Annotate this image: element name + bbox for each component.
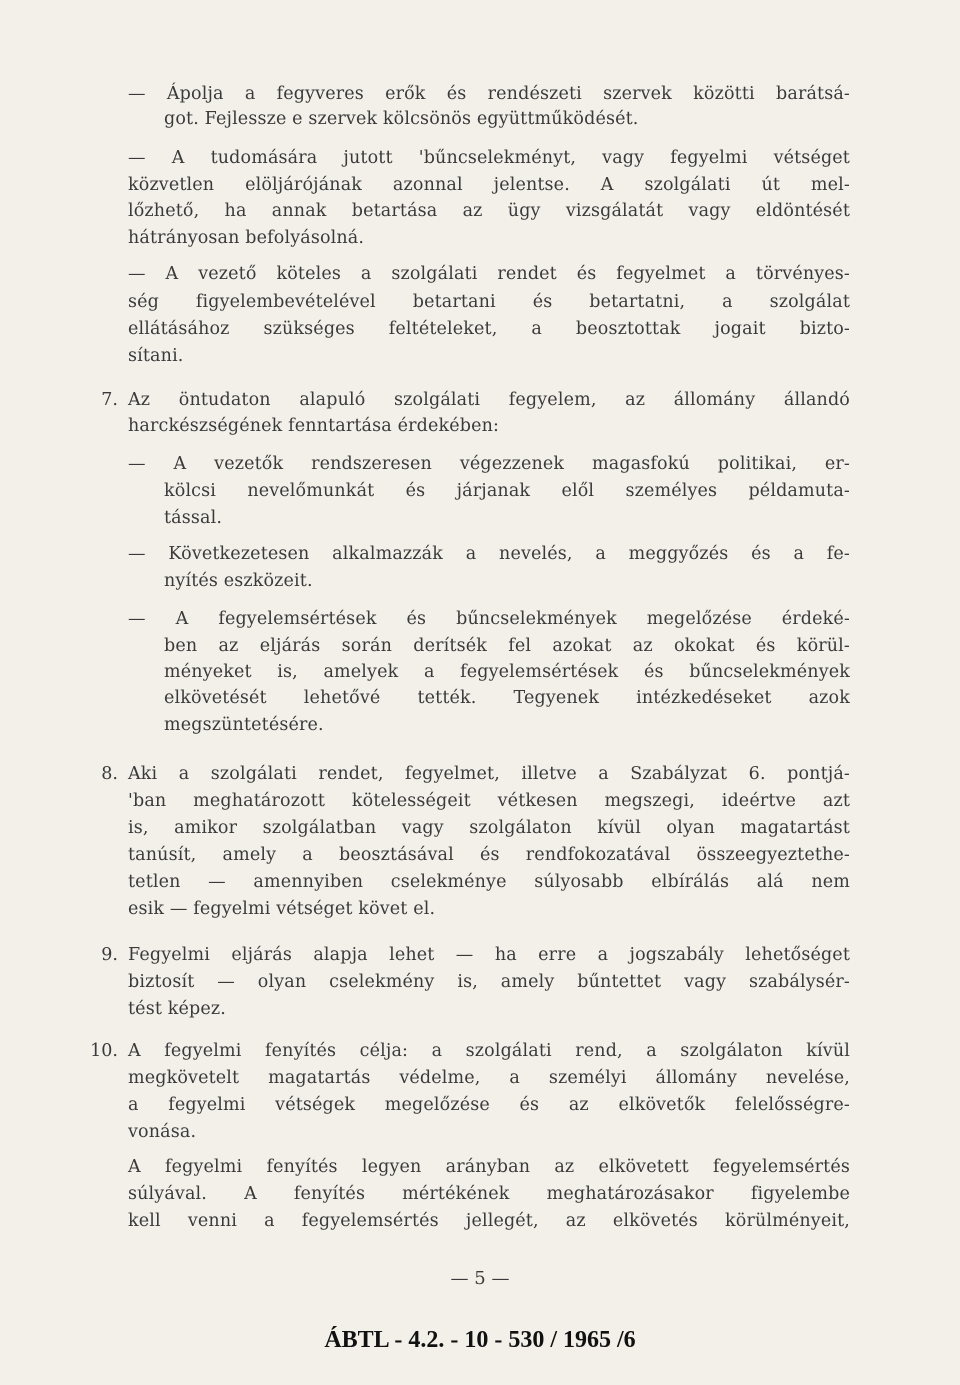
text-line: — A vezető köteles a szolgálati rendet és fegyelmet a törvényes- (128, 264, 850, 284)
text-line: tanúsít, amely a beosztásával és rendfokozatával összeegyeztethe- (128, 845, 850, 865)
paragraph-number: 7. (101, 390, 118, 410)
text-line: esik — fegyelmi vétséget követ el. (128, 899, 436, 919)
text-line: ség figyelembevételével betartani és betartatni, a szolgálat (128, 292, 850, 312)
text-line: 'ban meghatározott kötelességeit vétkesen megszegi, ideértve azt (128, 791, 850, 811)
text-line: megszüntetésére. (164, 715, 324, 735)
text-line: a fegyelmi vétségek megelőzése és az elkövetők felelősségre- (128, 1095, 850, 1115)
text-line: Aki a szolgálati rendet, fegyelmet, illetve a Szabályzat 6. pontjá- (128, 764, 850, 784)
text-line: got. Fejlessze e szervek kölcsönös együttműködését. (164, 109, 639, 129)
text-line: kölcsi nevelőmunkát és járjanak elől személyes példamuta- (164, 481, 850, 501)
text-line: — A vezetők rendszeresen végezzenek magasfokú politikai, er- (128, 454, 850, 474)
text-line: tést képez. (128, 999, 226, 1019)
text-line: A fegyelmi fenyítés legyen arányban az elkövetett fegyelemsértés (128, 1157, 850, 1177)
text-line: ellátásához szükséges feltételeket, a beosztottak jogait bizto- (128, 319, 850, 339)
text-line: — A tudomására jutott 'bűncselekményt, vagy fegyelmi vétséget (128, 148, 850, 168)
page-number: — 5 — (450, 1268, 510, 1289)
text-line: elkövetését lehetővé tették. Tegyenek intézkedéseket azok (164, 688, 850, 708)
paragraph-number: 10. (90, 1041, 118, 1061)
text-line: Az öntudaton alapuló szolgálati fegyelem, az állomány állandó (128, 390, 850, 410)
text-line: biztosít — olyan cselekmény is, amely bűntettet vagy szabálysér- (128, 972, 850, 992)
paragraph-number: 9. (101, 945, 118, 965)
text-line: vonása. (128, 1122, 197, 1142)
text-line: súlyával. A fenyítés mértékének meghatározásakor figyelembe (128, 1184, 850, 1204)
text-line: tetlen — amennyiben cselekménye súlyosabb elbírálás alá nem (128, 872, 850, 892)
text-line: — Ápolja a fegyveres erők és rendészeti szervek közötti barátsá- (128, 84, 850, 104)
text-line: — A fegyelemsértések és bűncselekmények megelőzése érdeké- (128, 609, 850, 629)
text-line: kell venni a fegyelemsértés jellegét, az elkövetés körülményeit, (128, 1211, 850, 1231)
text-line: — Következetesen alkalmazzák a nevelés, a meggyőzés és a fe- (128, 544, 850, 564)
text-line: ményeket is, amelyek a fegyelemsértések és bűncselekmények (164, 662, 850, 682)
text-line: harckészségének fenntartása érdekében: (128, 416, 500, 436)
text-line: Fegyelmi eljárás alapja lehet — ha erre a jogszabály lehetőséget (128, 945, 850, 965)
paragraph-number: 8. (101, 764, 118, 784)
text-line: lőzhető, ha annak betartása az ügy vizsgálatát vagy eldöntését (128, 201, 850, 221)
text-line: tással. (164, 508, 223, 528)
text-line: A fegyelmi fenyítés célja: a szolgálati rend, a szolgálaton kívül (128, 1041, 850, 1061)
text-line: ben az eljárás során derítsék fel azokat az okokat és körül- (164, 636, 850, 656)
text-line: sítani. (128, 346, 184, 366)
text-line: megkövetelt magatartás védelme, a személyi állomány nevelése, (128, 1068, 850, 1088)
text-line: közvetlen elöljárójának azonnal jelentse. A szolgálati út mel- (128, 175, 850, 195)
text-line: is, amikor szolgálatban vagy szolgálaton kívül olyan magatartást (128, 818, 850, 838)
text-line: nyítés eszközeit. (164, 571, 313, 591)
archive-reference: ÁBTL - 4.2. - 10 - 530 / 1965 /6 (324, 1327, 636, 1353)
text-line: hátrányosan befolyásolná. (128, 228, 365, 248)
